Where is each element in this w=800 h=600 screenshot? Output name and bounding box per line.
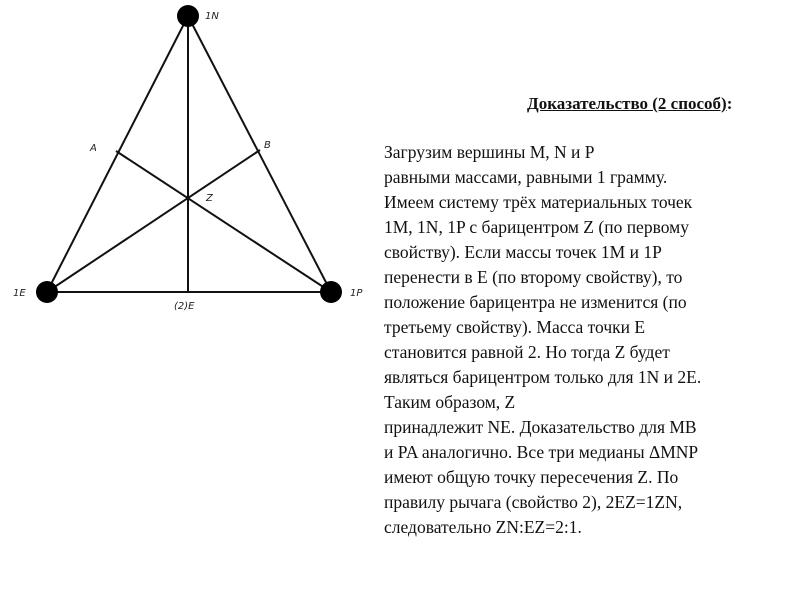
proof-line: являться барицентром только для 1N и 2E.: [384, 367, 702, 387]
proof-line: становится равной 2. Но тогда Z будет: [384, 342, 670, 362]
proof-line: 1M, 1N, 1P с барицентром Z (по первому: [384, 217, 689, 237]
proof-line: принадлежит NE. Доказательство для MB: [384, 417, 697, 437]
side-right: [188, 16, 331, 292]
proof-line: положение барицентра не изменится (по: [384, 292, 687, 312]
median-from-right: [116, 151, 331, 292]
label-point-a: A: [90, 143, 97, 154]
proof-line: третьему свойству). Масса точки E: [384, 317, 646, 337]
proof-line: правилу рычага (свойство 2), 2EZ=1ZN,: [384, 492, 683, 512]
vertex-right-dot: [320, 281, 342, 303]
label-vertex-left: 1E: [13, 288, 26, 299]
proof-line: следовательно ZN:EZ=2:1.: [384, 517, 582, 537]
proof-line: Таким образом, Z: [384, 392, 516, 412]
proof-line: имеют общую точку пересечения Z. По: [384, 467, 679, 487]
proof-line: Загрузим вершины M, N и P: [384, 142, 595, 162]
label-centroid: Z: [206, 193, 213, 204]
label-base-midpoint: (2)E: [174, 301, 195, 312]
label-vertex-right: 1P: [350, 288, 363, 299]
median-from-left: [47, 150, 260, 292]
proof-title-colon: :: [726, 94, 733, 113]
proof-line: Имеем систему трёх материальных точек: [384, 192, 693, 212]
proof-title: [527, 94, 732, 114]
label-vertex-top: 1N: [205, 11, 219, 22]
triangle-diagram: [0, 0, 380, 330]
proof-line: свойству). Если массы точек 1M и 1P: [384, 242, 662, 262]
proof-line: равными массами, равными 1 грамму.: [384, 167, 668, 187]
proof-line: перенести в E (по второму свойству), то: [384, 267, 683, 287]
side-left: [47, 16, 188, 292]
label-point-b: B: [264, 140, 271, 151]
proof-text: [384, 140, 784, 540]
proof-line: и PA аналогично. Все три медианы ΔMNP: [384, 442, 699, 462]
proof-title-text: Доказательство (2 способ): [527, 94, 727, 113]
vertex-top-dot: [177, 5, 199, 27]
vertex-left-dot: [36, 281, 58, 303]
